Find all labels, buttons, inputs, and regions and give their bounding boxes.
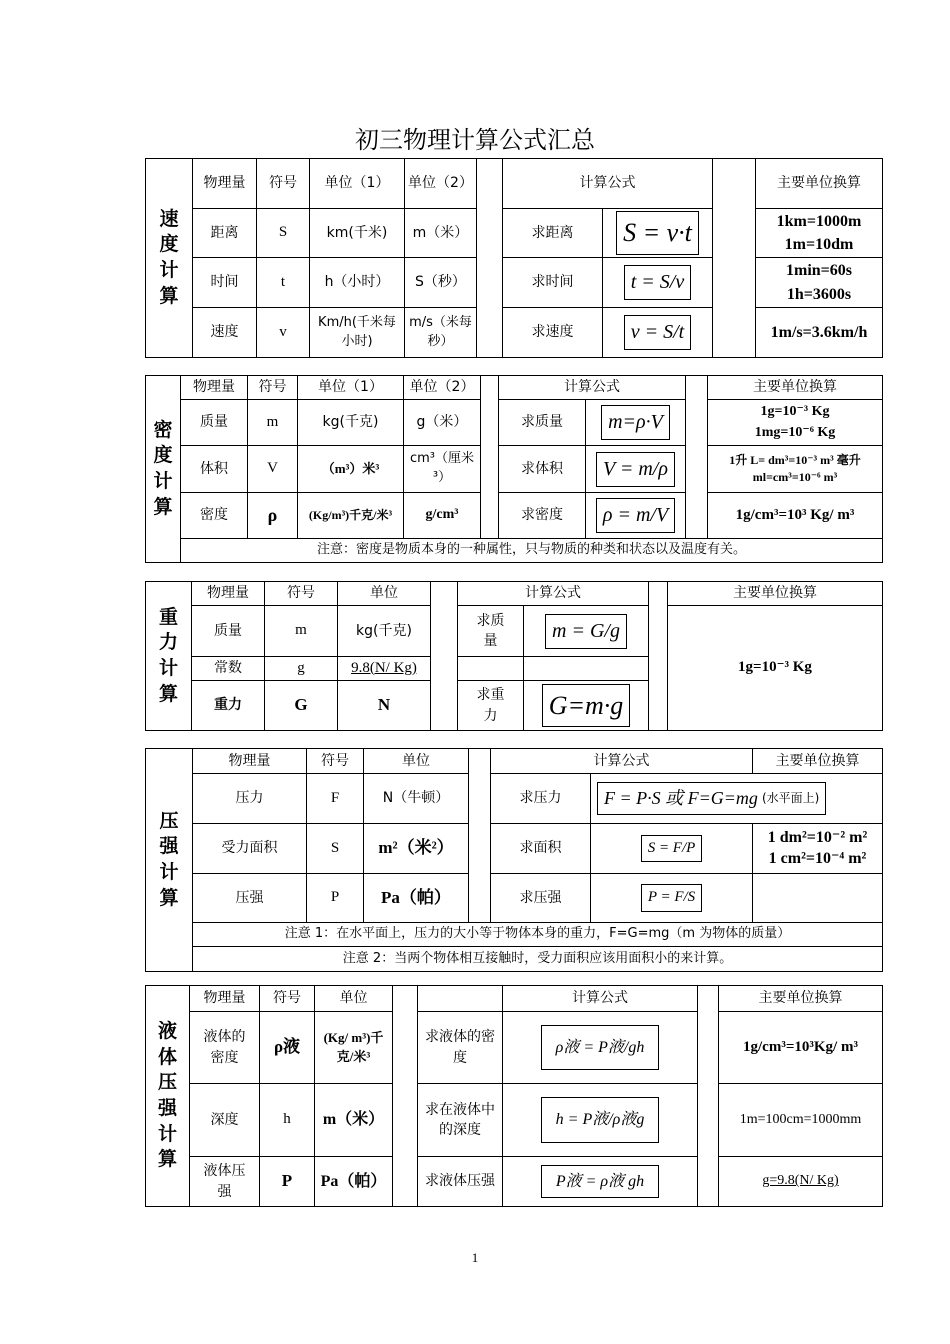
gravity-header-formula: 计算公式: [458, 582, 649, 606]
liquid-conv-2: 1m=100cm=1000mm: [719, 1084, 882, 1157]
liquid-label-header: [418, 986, 503, 1012]
pressure-u-1: N（牛顿）: [364, 774, 469, 824]
liquid-u-3: Pa（帕）: [315, 1157, 393, 1206]
pressure-s-2: S: [307, 824, 364, 874]
speed-spacer: [477, 159, 503, 357]
gravity-s-1: m: [265, 606, 338, 657]
liquid-s-3: P: [260, 1157, 315, 1206]
liquid-section: [145, 985, 883, 1207]
pressure-conv-1-line1: 1 dm²=10⁻² m²: [767, 828, 868, 846]
speed-conv-1: 1km=1000m 1m=10dm: [756, 209, 882, 258]
density-s-3: ρ: [248, 493, 298, 539]
pressure-note-1: 注意 1：在水平面上，压力的大小等于物体本身的重力，F=G=mg（m 为物体的质量）: [193, 923, 882, 947]
density-header-symbol: 符号: [248, 376, 298, 400]
pressure-conv-1-line2: 1 cm²=10⁻⁴ m²: [768, 849, 867, 867]
liquid-formula-1: ρ液 = P液/gh: [541, 1025, 660, 1070]
speed-formula-1: S = v·t: [616, 211, 699, 255]
gravity-q-2: 常数: [192, 657, 265, 681]
speed-u2-1: m（米）: [405, 209, 477, 258]
pressure-formula-1-main: F = P·S 或 F=G=mg: [604, 788, 758, 809]
pressure-header-conv: 主要单位换算: [753, 749, 882, 774]
density-section: [145, 375, 883, 563]
speed-conv-2: 1min=60s 1h=3600s: [756, 258, 882, 308]
gravity-formula-3-cell: [524, 681, 649, 730]
density-formula-2-cell: [586, 446, 686, 493]
liquid-formula-3: P液 = ρ液 gh: [541, 1165, 659, 1198]
liquid-u-2: m（米）: [315, 1084, 393, 1157]
speed-s-1: S: [257, 209, 310, 258]
liquid-u-1: (Kg/ m³)千克/米³: [315, 1012, 393, 1084]
liquid-spacer2: [698, 986, 719, 1206]
gravity-spacer: [431, 582, 458, 730]
liquid-formula-1-cell: [503, 1012, 698, 1084]
speed-label-2: 求时间: [503, 258, 603, 308]
liquid-q-2: 深度: [190, 1084, 260, 1157]
speed-header-formula: 计算公式: [503, 159, 713, 209]
density-header-unit1: 单位（1）: [298, 376, 404, 400]
gravity-header-unit: 单位: [338, 582, 431, 606]
pressure-spacer: [469, 749, 491, 923]
gravity-s-3: G: [265, 681, 338, 730]
liquid-header-unit: 单位: [315, 986, 393, 1012]
liquid-formula-3-cell: [503, 1157, 698, 1206]
density-note: 注意：密度是物质本身的一种属性，只与物质的种类和状态以及温度有关。: [316, 542, 746, 558]
liquid-side-label: 液 体 压 强 计 算: [146, 986, 190, 1206]
gravity-formula-1-cell: [524, 606, 649, 657]
speed-formula-3: v = S/t: [624, 315, 692, 350]
density-side-label: 密 度 计 算: [146, 376, 181, 562]
gravity-label-1: 求质量: [458, 606, 524, 657]
speed-q-2: 时间: [193, 258, 257, 308]
density-q-3: 密度: [181, 493, 248, 539]
speed-header-conv: 主要单位换算: [756, 159, 882, 209]
gravity-q-3: 重力: [192, 681, 265, 730]
density-u2-2: cm³（厘米³）: [404, 446, 481, 493]
gravity-side-label: 重 力 计 算: [146, 582, 192, 730]
speed-formula-2-cell: [603, 258, 713, 308]
pressure-section: [145, 748, 883, 972]
speed-formula-1-cell: [603, 209, 713, 258]
gravity-header-conv: 主要单位换算: [668, 582, 882, 606]
density-q-1: 质量: [181, 400, 248, 446]
density-s-1: m: [248, 400, 298, 446]
density-conv-1: 1g=10⁻³ Kg 1mg=10⁻⁶ Kg: [708, 400, 882, 446]
gravity-formula-1: m = G/g: [545, 614, 627, 649]
speed-u1-2: h（小时）: [310, 258, 405, 308]
speed-formula-3-cell: [603, 308, 713, 357]
speed-side-label: 速 度 计 算: [146, 159, 193, 357]
speed-label-1: 求距离: [503, 209, 603, 258]
gravity-header-quantity: 物理量: [192, 582, 265, 606]
density-formula-2: V = m/ρ: [596, 452, 675, 487]
density-formula-1: m=ρ·V: [601, 405, 670, 440]
speed-u1-3: Km/h(千米每小时): [310, 308, 405, 357]
liquid-header-formula: 计算公式: [503, 986, 698, 1012]
pressure-label-2: 求面积: [491, 824, 591, 874]
gravity-u-2: 9.8(N/ Kg): [338, 657, 431, 681]
pressure-s-1: F: [307, 774, 364, 824]
density-header-unit2: 单位（2）: [404, 376, 481, 400]
density-conv-2: 1升 L= dm³=10⁻³ m³ 毫升 ml=cm³=10⁻⁶ m³: [708, 446, 882, 493]
density-u1-2: （m³）米³: [298, 446, 404, 493]
liquid-s-1: ρ液: [260, 1012, 315, 1084]
pressure-header-formula: 计算公式: [491, 749, 753, 774]
speed-s-3: v: [257, 308, 310, 357]
pressure-header-symbol: 符号: [307, 749, 364, 774]
pressure-formula-2-cell: [591, 824, 753, 874]
liquid-q-1: 液体的密度: [190, 1012, 260, 1084]
pressure-u-3: Pa（帕）: [364, 874, 469, 923]
gravity-label-2: [458, 657, 524, 681]
gravity-u-3: N: [338, 681, 431, 730]
gravity-conv: 1g=10⁻³ Kg: [738, 659, 812, 676]
pressure-conv-blank: [753, 874, 882, 923]
page-title: 初三物理计算公式汇总: [355, 126, 595, 154]
pressure-conv-1: [753, 824, 882, 874]
liquid-label-1: 求液体的密度: [418, 1012, 503, 1084]
density-formula-3-cell: [586, 493, 686, 539]
speed-section: [145, 158, 883, 358]
density-label-2: 求体积: [499, 446, 586, 493]
pressure-formula-1-cell: [591, 774, 882, 824]
gravity-section: [145, 581, 883, 731]
density-label-1: 求质量: [499, 400, 586, 446]
liquid-q-3: 液体压强: [190, 1157, 260, 1206]
liquid-s-2: h: [260, 1084, 315, 1157]
density-u2-1: g（米）: [404, 400, 481, 446]
liquid-spacer: [393, 986, 418, 1206]
pressure-formula-3-cell: [591, 874, 753, 923]
speed-q-3: 速度: [193, 308, 257, 357]
pressure-q-3: 压强: [193, 874, 307, 923]
pressure-q-1: 压力: [193, 774, 307, 824]
speed-u2-2: S（秒）: [405, 258, 477, 308]
speed-formula-2: t = S/v: [624, 265, 692, 300]
gravity-u-1: kg(千克): [338, 606, 431, 657]
gravity-q-1: 质量: [192, 606, 265, 657]
pressure-u-2: m²（米²）: [364, 824, 469, 874]
liquid-formula-2-cell: [503, 1084, 698, 1157]
density-header-quantity: 物理量: [181, 376, 248, 400]
density-formula-3: ρ = m/V: [596, 498, 675, 533]
speed-label-3: 求速度: [503, 308, 603, 357]
density-formula-1-cell: [586, 400, 686, 446]
liquid-label-3: 求液体压强: [418, 1157, 503, 1206]
density-u1-1: kg(千克): [298, 400, 404, 446]
speed-header-unit2: 单位（2）: [405, 159, 477, 209]
pressure-formula-1-tail: (水平面上): [761, 790, 820, 805]
page-number: 1: [471, 1250, 479, 1265]
speed-header-quantity: 物理量: [193, 159, 257, 209]
speed-conv-3: 1m/s=3.6km/h: [770, 323, 868, 341]
density-label-3: 求密度: [499, 493, 586, 539]
speed-spacer2: [713, 159, 756, 357]
speed-s-2: t: [257, 258, 310, 308]
speed-u1-1: km(千米): [310, 209, 405, 258]
density-header-conv: 主要单位换算: [708, 376, 882, 400]
speed-u2-3: m/s（米每秒）: [405, 308, 477, 357]
liquid-conv-1: 1g/cm³=10³Kg/ m³: [719, 1012, 882, 1084]
liquid-label-2: 求在液体中的深度: [418, 1084, 503, 1157]
pressure-label-1: 求压力: [491, 774, 591, 824]
pressure-label-3: 求压强: [491, 874, 591, 923]
liquid-header-quantity: 物理量: [190, 986, 260, 1012]
liquid-formula-2: h = P液/ρ液g: [541, 1097, 660, 1142]
density-q-2: 体积: [181, 446, 248, 493]
pressure-formula-2: S = F/P: [641, 835, 703, 863]
gravity-spacer2: [649, 582, 668, 730]
pressure-s-3: P: [307, 874, 364, 923]
density-spacer: [481, 376, 499, 539]
density-conv-3: 1g/cm³=10³ Kg/ m³: [708, 493, 882, 539]
liquid-conv-3: g=9.8(N/ Kg): [762, 1173, 839, 1189]
density-s-2: V: [248, 446, 298, 493]
gravity-formula-2-cell: [524, 657, 649, 681]
speed-header-symbol: 符号: [257, 159, 310, 209]
gravity-s-2: g: [265, 657, 338, 681]
density-u2-3: g/cm³: [404, 493, 481, 539]
pressure-formula-1: [597, 782, 826, 814]
pressure-q-2: 受力面积: [193, 824, 307, 874]
liquid-header-symbol: 符号: [260, 986, 315, 1012]
pressure-header-unit: 单位: [364, 749, 469, 774]
liquid-header-conv: 主要单位换算: [719, 986, 882, 1012]
pressure-formula-3: P = F/S: [641, 884, 702, 912]
pressure-header-quantity: 物理量: [193, 749, 307, 774]
density-header-formula: 计算公式: [499, 376, 686, 400]
speed-q-1: 距离: [193, 209, 257, 258]
gravity-formula-3: G=m·g: [542, 684, 631, 728]
gravity-label-3: 求重力: [458, 681, 524, 730]
gravity-header-symbol: 符号: [265, 582, 338, 606]
pressure-side-label: 压 强 计 算: [146, 749, 193, 971]
density-u1-3: (Kg/m³)千克/米³: [298, 493, 404, 539]
pressure-note-2: 注意 2：当两个物体相互接触时，受力面积应该用面积小的来计算。: [342, 950, 733, 966]
speed-header-unit1: 单位（1）: [310, 159, 405, 209]
density-spacer2: [686, 376, 708, 539]
